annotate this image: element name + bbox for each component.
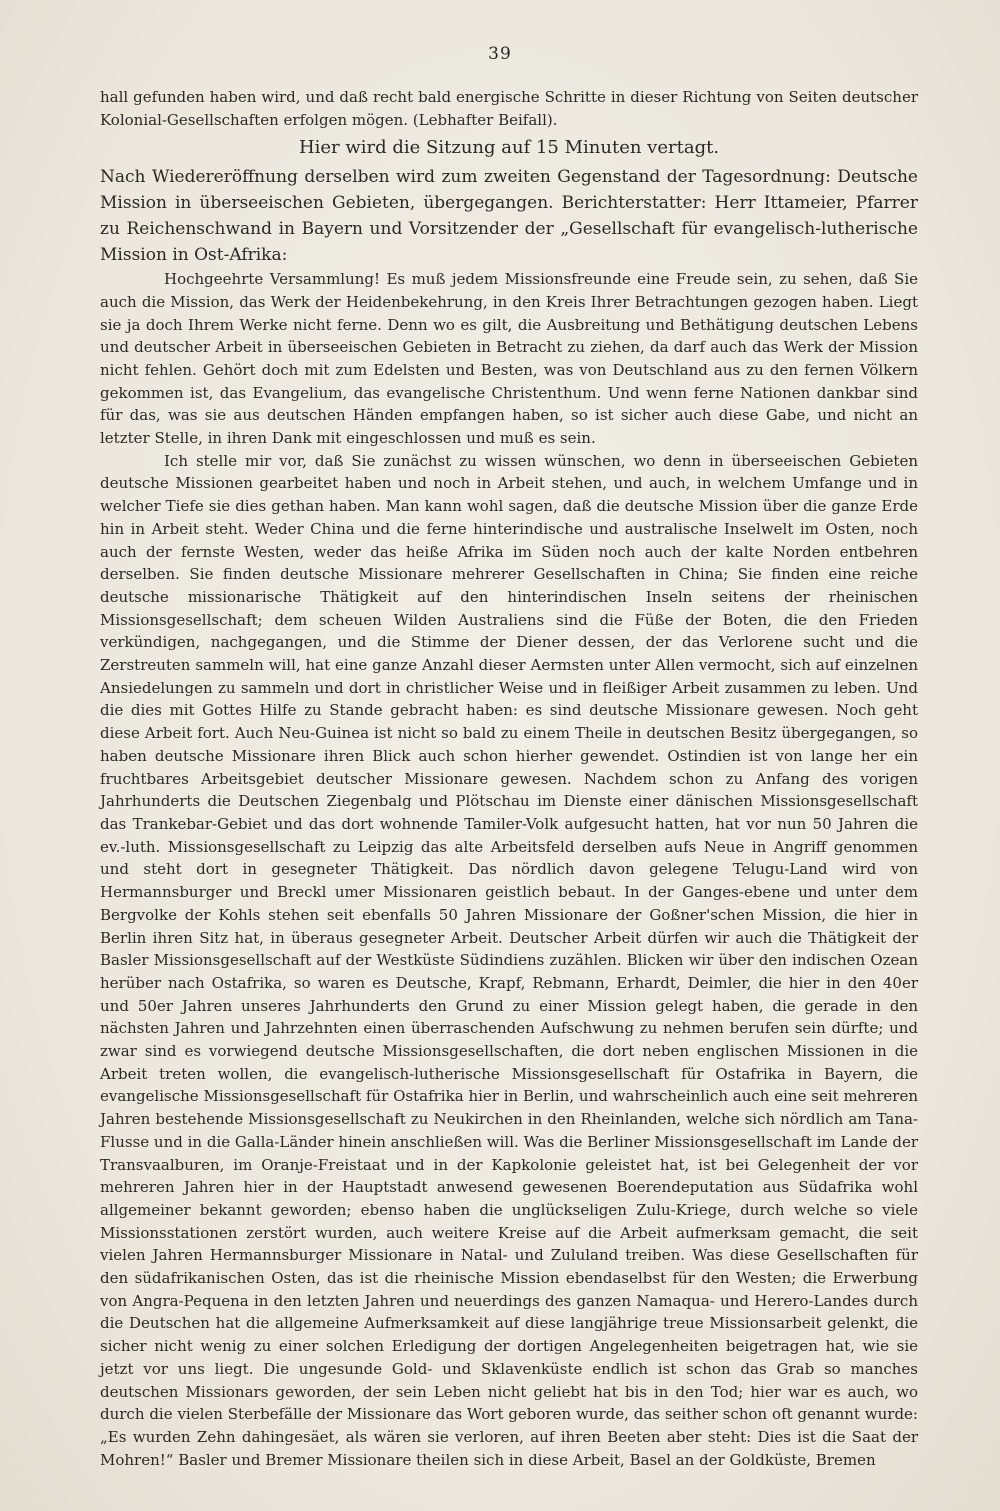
paragraph-continuation: hall gefunden haben wird, und daß recht bald energische Schritte in dieser Richtung von Seiten deutscher Kolonial-Gesellschaften erfolgen mögen. (Lebhafter Beifall). bbox=[100, 88, 918, 129]
session-adjournment-heading: Hier wird die Sitzung auf 15 Minuten vertagt. bbox=[298, 137, 720, 159]
page-number: 39 bbox=[488, 44, 512, 64]
speech-paragraph-2: Ich stelle mir vor, daß Sie zunächst zu wissen wünschen, wo denn in überseeischen Gebieten deutsche Missionen gearbeitet haben und noch in Arbeit stehen, und auch, in welchem Umfange und in welcher Tiefe sie dies gethan haben. Man kann wohl sagen, daß die deutsche Mission über die ganze Erde hin in Arbeit steht. Weder China und die ferne hinterindische und australische Inselwelt im Osten, noch auch der fernste Westen, weder das heiße Afrika im Süden noch auch der kalte Norden entbehren derselben. Sie finden deutsche Missionare mehrerer Gesellschaften in China; Sie finden eine reiche deutsche missionarische Thätigkeit auf den hinterindischen Inseln seitens der rheinischen Missionsgesellschaft; dem scheuen Wilden Australiens sind die Füße der Boten, die den Frieden verkündigen, nachgegangen, und die Stimme der Diener dessen, der das Verlorene sucht und die Zerstreuten sammeln will, hat eine ganze Anzahl dieser Aermsten unter Allen vermocht, sich auf einzelnen Ansiedelungen zu sammeln und dort in christlicher Weise und in fleißiger Arbeit zusammen zu leben. Und die dies mit Gottes Hilfe zu Stande gebracht haben: es sind deutsche Missionare gewesen. Noch geht diese Arbeit fort. Auch Neu-Guinea ist nicht so bald zu einem Theile in deutschen Besitz übergegangen, so haben deutsche Missionare ihren Blick auch schon hierher gewendet. Ostindien ist von lange her ein fruchtbares Arbeitsgebiet deutscher Missionare gewesen. Nachdem schon zu Anfang des vorigen Jahrhunderts die Deutschen Ziegenbalg und Plötschau im Dienste einer dänischen Missionsgesellschaft das Trankebar-Gebiet und das dort wohnende Tamiler-Volk aufgesucht hatten, hat vor nun 50 Jahren die ev.-luth. Missionsgesellschaft zu Leipzig das alte Arbeitsfeld derselben aufs Neue in Angriff genommen und steht dort in gesegneter Thätigkeit. Das nördlich davon gelegene Telugu-Land wird von Hermannsburger und Breckl umer Missionaren geistlich bebaut. In der Ganges-ebene und unter dem Bergvolke der Kohls stehen seit ebenfalls 50 Jahren Missionare der Goßner'schen Mission, die hier in Berlin ihren Sitz hat, in überaus gesegneter Arbeit. Deutscher Arbeit dürfen wir auch die Thätigkeit der Basler Missionsgesellschaft auf der Westküste Südindiens zuzählen. Blicken wir über den indischen Ozean herüber nach Ostafrika, so waren es Deutsche, Krapf, Rebmann, Erhardt, Deimler, die hier in den 40er und 50er Jahren unseres Jahrhunderts den Grund zu einer Mission gelegt haben, die gerade in den nächsten Jahren und Jahrzehnten einen überraschenden Aufschwung zu nehmen berufen sein dürfte; und zwar sind es vorwiegend deutsche Missionsgesellschaften, die dort neben englischen Missionen in die Arbeit treten wollen, die evangelisch-lutherische Missionsgesellschaft für Ostafrika in Bayern, die evangelische Missionsgesellschaft für Ostafrika hier in Berlin, und wahrscheinlich auch eine seit mehreren Jahren bestehende Missionsgesellschaft zu Neukirchen in den Rheinlanden, welche sich nördlich am Tana-Flusse und in die Galla-Länder hinein anschließen will. Was die Berliner Missionsgesellschaft im Lande der Transvaalburen, im Oranje-Freistaat und in der Kapkolonie geleistet hat, ist bei Gelegenheit der vor mehreren Jahren hier in der Hauptstadt anwesend gewesenen Boerendeputation aus Südafrika wohl allgemeiner bekannt geworden; ebenso haben die unglückseligen Zulu-Kriege, durch welche so viele Missionsstationen zerstört wurden, auch weitere Kreise auf die Arbeit aufmerksam gemacht, die seit vielen Jahren Hermannsburger Missionare in Natal- und Zululand treiben. Was diese Gesellschaften für den südafrikanischen Osten, das ist die rheinische Mission ebendaselbst für den Westen; die Erwerbung von Angra-Pequena in den letzten Jahren und neuerdings des ganzen Namaqua- und Herero-Landes durch die Deutschen hat die allgemeine Aufmerksamkeit auf diese langjährige treue Missionsarbeit gelenkt, die sicher nicht wenig zu einer solchen Erledigung der dortigen Angelegenheiten beigetragen hat, wie sie jetzt vor uns liegt. Die ungesunde Gold- und Sklavenküste endlich ist schon das Grab so manches deutschen Missionars geworden, der sein Leben nicht geliebt hat bis in den Tod; hier war es auch, wo durch die vielen Sterbefälle der Missionare das Wort geboren wurde, das seither schon oft genannt wurde: „Es wurden Zehn dahingesäet, als wären sie verloren, auf ihren Beeten aber steht: Dies ist die Saat der Mohren!“ Basler und Bremer Missionare theilen sich in diese Arbeit, Basel an der Goldküste, Bremen bbox=[100, 451, 918, 1469]
agenda-paragraph: Nach Wiedereröffnung derselben wird zum zweiten Gegenstand der Tagesordnung: Deutsche Mission in überseeischen Gebieten, übergegangen. Berichterstatter: Herr Ittameier, Pfarrer zu Reichenschwand in Bayern und Vorsitzender der „Gesellschaft für evangelisch-lutherische Mission in Ost-Afrika: bbox=[100, 167, 918, 266]
body-text bbox=[100, 86, 918, 1471]
speech-paragraph-1: Hochgeehrte Versammlung! Es muß jedem Missionsfreunde eine Freude sein, zu sehen, daß Sie auch die Mission, das Werk der Heidenbekehrung, in den Kreis Ihrer Betrachtungen gezogen haben. Liegt sie ja doch Ihrem Werke nicht ferne. Denn wo es gilt, die Ausbreitung und Bethätigung deutschen Lebens und deutscher Arbeit in überseeischen Gebieten in Betracht zu ziehen, da darf auch das Werk der Mission nicht fehlen. Gehört doch mit zum Edelsten und Besten, was von Deutschland aus zu den fernen Völkern gekommen ist, das Evangelium, das evangelische Christenthum. Und wenn ferne Nationen dankbar sind für das, was sie aus deutschen Händen empfangen haben, so ist sicher auch diese Gabe, und nicht an letzter Stelle, in ihren Dank mit eingeschlossen und muß es sein. bbox=[100, 270, 918, 448]
